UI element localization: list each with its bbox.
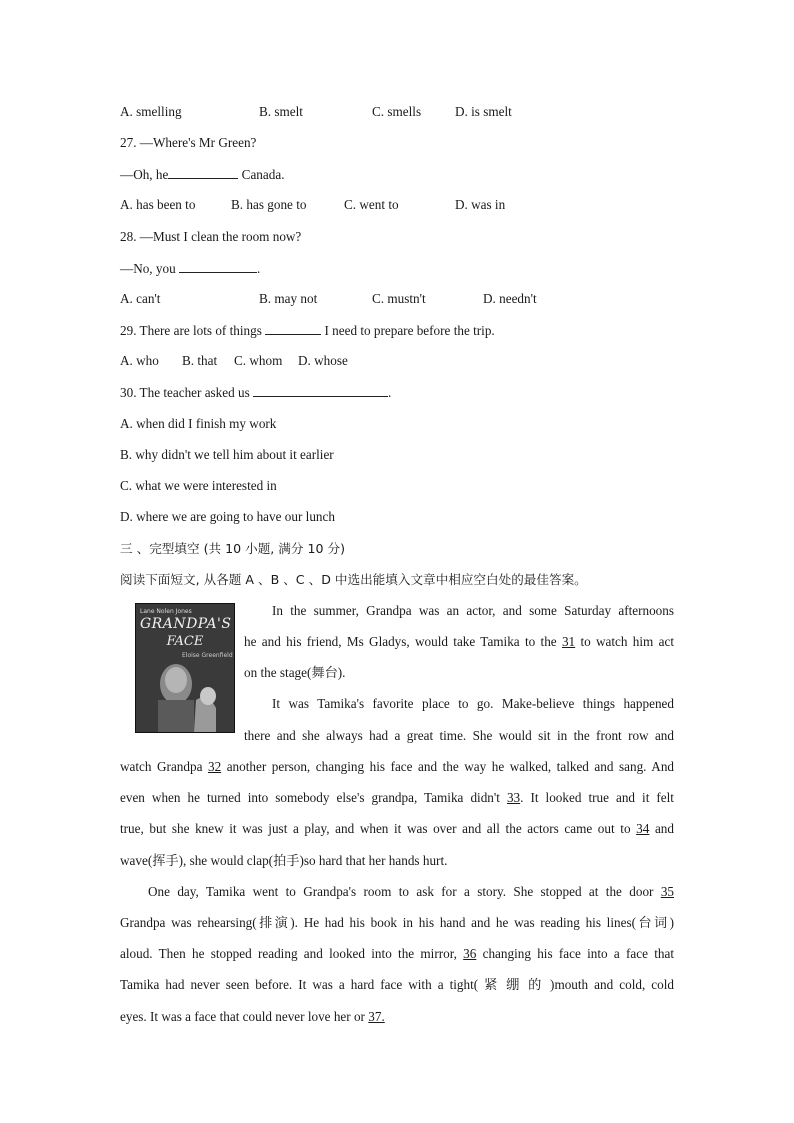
passage-p2-line3-pre: watch Grandpa [120, 759, 208, 774]
q26-option-a: A. smelling [120, 104, 182, 119]
q27-line-pre: —Oh, he [120, 167, 169, 182]
q26-option-c: C. smells [372, 104, 422, 119]
q30-blank [253, 384, 388, 397]
q27-answer-line [120, 166, 285, 183]
q27-option-b: B. has gone to [231, 197, 307, 212]
passage-p3-line3-pre: aloud. Then he stopped reading and looked into the mirror, [120, 946, 464, 961]
q27-blank [168, 166, 238, 179]
passage-p1-line3: on the stage(舞台). [244, 665, 346, 680]
section-instruction: 阅读下面短文, 从各题 A 、B 、C 、D 中选出能填入文章中相应空白处的最佳答案。 [120, 572, 587, 587]
q28-line-post: . [256, 261, 261, 276]
passage-p3-line5-pre: eyes. It was a face that could never love her or [120, 1009, 369, 1024]
q29-blank [265, 322, 321, 335]
book-cover-title-1: GRANDPA'S [140, 616, 232, 632]
book-cover-author: Eloise Greenfield [182, 652, 233, 659]
q28-option-c: C. mustn't [372, 291, 426, 306]
blank-32: 32 [207, 759, 222, 774]
q28-blank [179, 260, 257, 273]
q26-option-d: D. is smelt [455, 104, 512, 119]
passage-p3-line2: Grandpa was rehearsing(排演). He had his book in his hand and he was reading his lines(台词) [120, 915, 674, 930]
passage-p3-line5 [120, 1009, 385, 1025]
q30-post: . [388, 385, 392, 400]
q29-option-a: A. who [120, 353, 159, 368]
passage-p3-line3 [120, 946, 674, 962]
q30-question [120, 384, 391, 401]
q27-option-a: A. has been to [120, 197, 196, 212]
passage-p3-line1-pre: One day, Tamika went to Grandpa's room to ask for a story. She stopped at the door [148, 884, 661, 899]
passage-p2-line3-post: another person, changing his face and the way he walked, talked and sang. And [221, 759, 675, 774]
passage-p2-line4-pre: even when he turned into somebody else's grandpa, Tamika didn't [120, 790, 507, 805]
passage-p1-line2 [244, 634, 674, 650]
q28-option-a: A. can't [120, 291, 161, 306]
blank-33: 33 [506, 790, 521, 805]
passage-p2-line2: there and she always had a great time. She would sit in the front row and [244, 728, 674, 743]
passage-p2-line6: wave(挥手), she would clap(拍手)so hard that her hands hurt. [120, 853, 448, 868]
passage-p2-line4 [120, 790, 674, 806]
blank-37: 37. [368, 1009, 385, 1024]
passage-p3-line4: Tamika had never seen before. It was a hard face with a tight( 紧 绷 的 )mouth and cold, cold [120, 977, 674, 992]
q30-option-c: C. what we were interested in [120, 478, 277, 493]
passage-p2-line5-pre: true, but she knew it was just a play, and when it was over and all the actors came out to [120, 821, 637, 836]
blank-31: 31 [561, 634, 576, 649]
passage-p1-line2-post: to watch him act [575, 634, 674, 649]
passage-p2-line5 [120, 821, 674, 837]
passage-p3-line3-post: changing his face into a face that [476, 946, 674, 961]
book-cover-title-2: FACE [166, 634, 204, 649]
q27-option-c: C. went to [344, 197, 399, 212]
passage-p2-line3 [120, 759, 674, 775]
q29-post: I need to prepare before the trip. [321, 323, 495, 338]
q29-question [120, 322, 495, 339]
q29-option-d: D. whose [298, 353, 348, 368]
blank-35: 35 [660, 884, 674, 899]
passage-p1-line2-pre: he and his friend, Ms Gladys, would take Tamika to the [244, 634, 562, 649]
passage-p2-line5-post: and [649, 821, 674, 836]
q30-option-a: A. when did I finish my work [120, 416, 277, 431]
q28-line-pre: —No, you [120, 261, 179, 276]
q27-option-d: D. was in [455, 197, 506, 212]
q28-option-b: B. may not [259, 291, 318, 306]
q30-pre: 30. The teacher asked us [120, 385, 254, 400]
q28-question: 28. —Must I clean the room now? [120, 229, 302, 244]
book-cover-small-text: Lane Nolen Jones [140, 608, 192, 615]
q29-option-c: C. whom [234, 353, 283, 368]
q29-pre: 29. There are lots of things [120, 323, 266, 338]
q29-option-b: B. that [182, 353, 218, 368]
q30-option-d: D. where we are going to have our lunch [120, 509, 335, 524]
q27-question: 27. —Where's Mr Green? [120, 135, 257, 150]
book-cover-image [135, 603, 235, 733]
passage-p2-line4-post: . It looked true and it felt [520, 790, 674, 805]
blank-36: 36 [463, 946, 477, 961]
q30-option-b: B. why didn't we tell him about it earlier [120, 447, 334, 462]
section-title: 三 、完型填空 (共 10 小题, 满分 10 分) [120, 541, 346, 556]
passage-p3-line1 [148, 884, 674, 900]
q27-line-post: Canada. [238, 167, 285, 182]
passage-p1-line1: In the summer, Grandpa was an actor, and some Saturday afternoons [272, 603, 674, 618]
passage-p2-line1: It was Tamika's favorite place to go. Make-believe things happened [272, 696, 674, 711]
q26-option-b: B. smelt [259, 104, 303, 119]
q28-answer-line [120, 260, 260, 277]
q28-option-d: D. needn't [483, 291, 537, 306]
blank-34: 34 [636, 821, 650, 836]
